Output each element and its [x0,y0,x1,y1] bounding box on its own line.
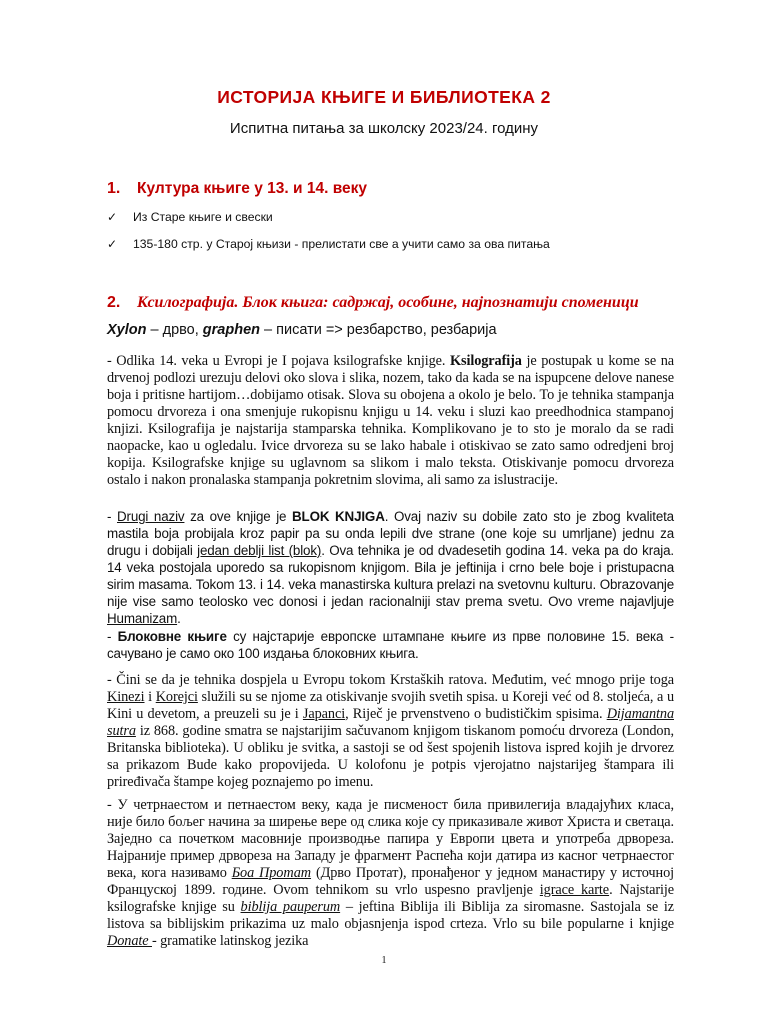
text: - У четрнаестом и петнаестом веку, када је писменост била привилегија владајућих класа, није било бољег начина за ширење вере од слика које су приказивале живот Христа и светаца. Заједно са почетком масовније производње папира у Европи цвета и употреба дрвореза. Најраније пример дрвореза на Западу је фрагмент Распећа који датира из касног четрнаестог века, кога називамо [107,797,674,881]
text: . Najstarije ksilografske knjige su [107,882,674,915]
etymology-text: – писати => резбарство, резбарија [260,322,497,338]
underlined-term: Kinezi [107,689,145,705]
document-subtitle: Испитна питања за школску 2023/24. годину [229,120,539,137]
document-title: ИСТОРИЈА КЊИГЕ И БИБЛИОТЕКА 2 [217,87,551,107]
text: je postupak u kome se na drvenoj podlozi urezuju delovi oko slova i slika, nozem, tako da kada se na ispupcene delove nanese boja i pritisne hartijom…dobijamo otisak. Slova su obojena a okolo je belo. To je tehnika stampanja pomocu drvoreza i ona smenjuje rukopisnu knjigu u 14. veku i sluzi kao preedhodnica stampanoj knjizi. Ksilografija je najstarija stamparska tehnika. Komplikovano je to sto je moralo da se radi naopacke, kao u ogledalu. Ivice drvoreza su se lako habale i otiskivao se zato samo odredjeni broj kopija. Ksilografske knjige su uglavnom sa slikom i malo teksta. Otiskivanje pomocu drvoreza ostalo i nakon pronalaska stampanja pokretnim slovima, ali samo za islustracije. [107,353,674,488]
text: - Odlika 14. veka u Evropi je I pojava ksilografske knjige. [107,353,450,369]
section-1-bullet [107,237,550,251]
section-2-number: 2. [107,294,121,311]
text: су најстарије европске штампане књиге из прве половине 15. века - сачувано је само око 100 издања блоковних књига. [107,629,674,661]
checkmark-icon: ✓ [107,237,118,251]
term-xylon: Xylon [107,322,147,338]
paragraph-krstaski-ratovi [107,672,674,791]
underlined-term: Japanci [302,706,346,722]
section-1-number: 1. [107,180,121,197]
text: . Ova tehnika je od dvadesetih godina 14. veka pa do kraja. 14 veka postojala uporedo sa rukopisnom knjigom. Bila je jeftinija i crno bele boje i pristupacna sirim masama. Tokom 13. i 14. veka manastirska kultura prelazi na svetovnu kulturu. Obrazovanje nije vise samo teolosko vec donosi i jedan racionalniji stav prema svetu. Ovo vreme najavljuje [107,543,674,609]
text: – jeftina Biblija ili Biblija za siromasne. Sastojala se iz listova sa biblijskim prikazima uz malo objasnjenja ispod crteza. Vrlo su bile popularne i knjige [107,899,674,932]
text: - [107,629,118,644]
bold-term: Ksilografija [449,353,522,369]
etymology-text: – дрво, [146,322,203,338]
text: iz 868. godine smatra se najstarijim sačuvanom knjigom tiskanom pomoću drvoreza (London, Britanska biblioteka). U obliku je svitka, a sastoji se od šest spojenih listova ispred kojih je drvorez sa prikazom Bude kako propovijeda. U kolofonu je potpis vjerojatno najstarijeg štampara ili priređivača štampe kojeg poznajemo po imenu. [107,723,674,790]
text: - [107,509,117,524]
bullet-text: 135-180 стр. у Старој књизи - прелистати све а учити само за ова питања [133,237,550,251]
underlined-term: Humanizam [107,611,178,626]
paragraph-blok-knjiga [107,508,674,627]
text: za ove knjige je [184,509,293,524]
underlined-term: jedan deblji list (blok) [197,543,322,558]
underlined-term: Drugi naziv [117,509,185,524]
bold-term: Блоковне књиге [117,629,227,644]
text: služili su se njome za otiskivanje svojih svetih spisa. u Koreji već od 8. stoljeća, a u Kini u devetom, a preuzeli su je i [107,689,674,722]
bullet-text: Из Старе књиге и свески [133,210,273,224]
term-graphen: graphen [202,322,260,338]
paragraph-ksilografija [107,353,674,489]
underlined-term: biblija pauperum [240,899,341,915]
bold-term: BLOK KNJIGA [292,509,385,524]
underlined-term: Dijamantna sutra [107,706,674,739]
underlined-term: Боа Протат [231,865,312,881]
text: (Дрво Протат), пронађеног у једном манастиру у источној Француској 1899. године. Ovom tehnikom su vrlo uspesno pravljenje [107,865,674,898]
etymology-line [107,322,497,338]
paragraph-drvorez-zapad [107,797,674,950]
underlined-term: igrace karte [539,882,610,898]
section-1-heading [107,180,367,198]
text: . Ovaj naziv su dobile zato sto je zbog kvaliteta mastila boja probijala kroz papir pa su onda lepili dve strane (one koje su umrljane) jednu za drugu i dobijali [107,509,674,558]
text: - Čini se da je tehnika dospjela u Evropu tokom Krstaških ratova. Međutim, već mnogo prije toga [107,672,674,688]
text: i [144,689,156,705]
section-2-heading [107,294,639,312]
text: , Riječ je prvenstveno o budističkim spisima. [345,706,607,722]
underlined-term: Donate [107,933,152,949]
section-2-title: Ксилографија. Блок књига: садржај, особине, најпознатији споменици [137,294,639,311]
section-1-bullet [107,210,273,224]
checkmark-icon: ✓ [107,210,118,224]
page-number: 1 [381,955,387,966]
paragraph-blokovne-knjige [107,628,674,662]
underlined-term: Korejci [155,689,198,705]
text: - gramatike latinskog jezika [151,933,309,949]
section-1-title: Култура књиге у 13. и 14. веку [137,180,368,197]
text: . [177,611,181,626]
